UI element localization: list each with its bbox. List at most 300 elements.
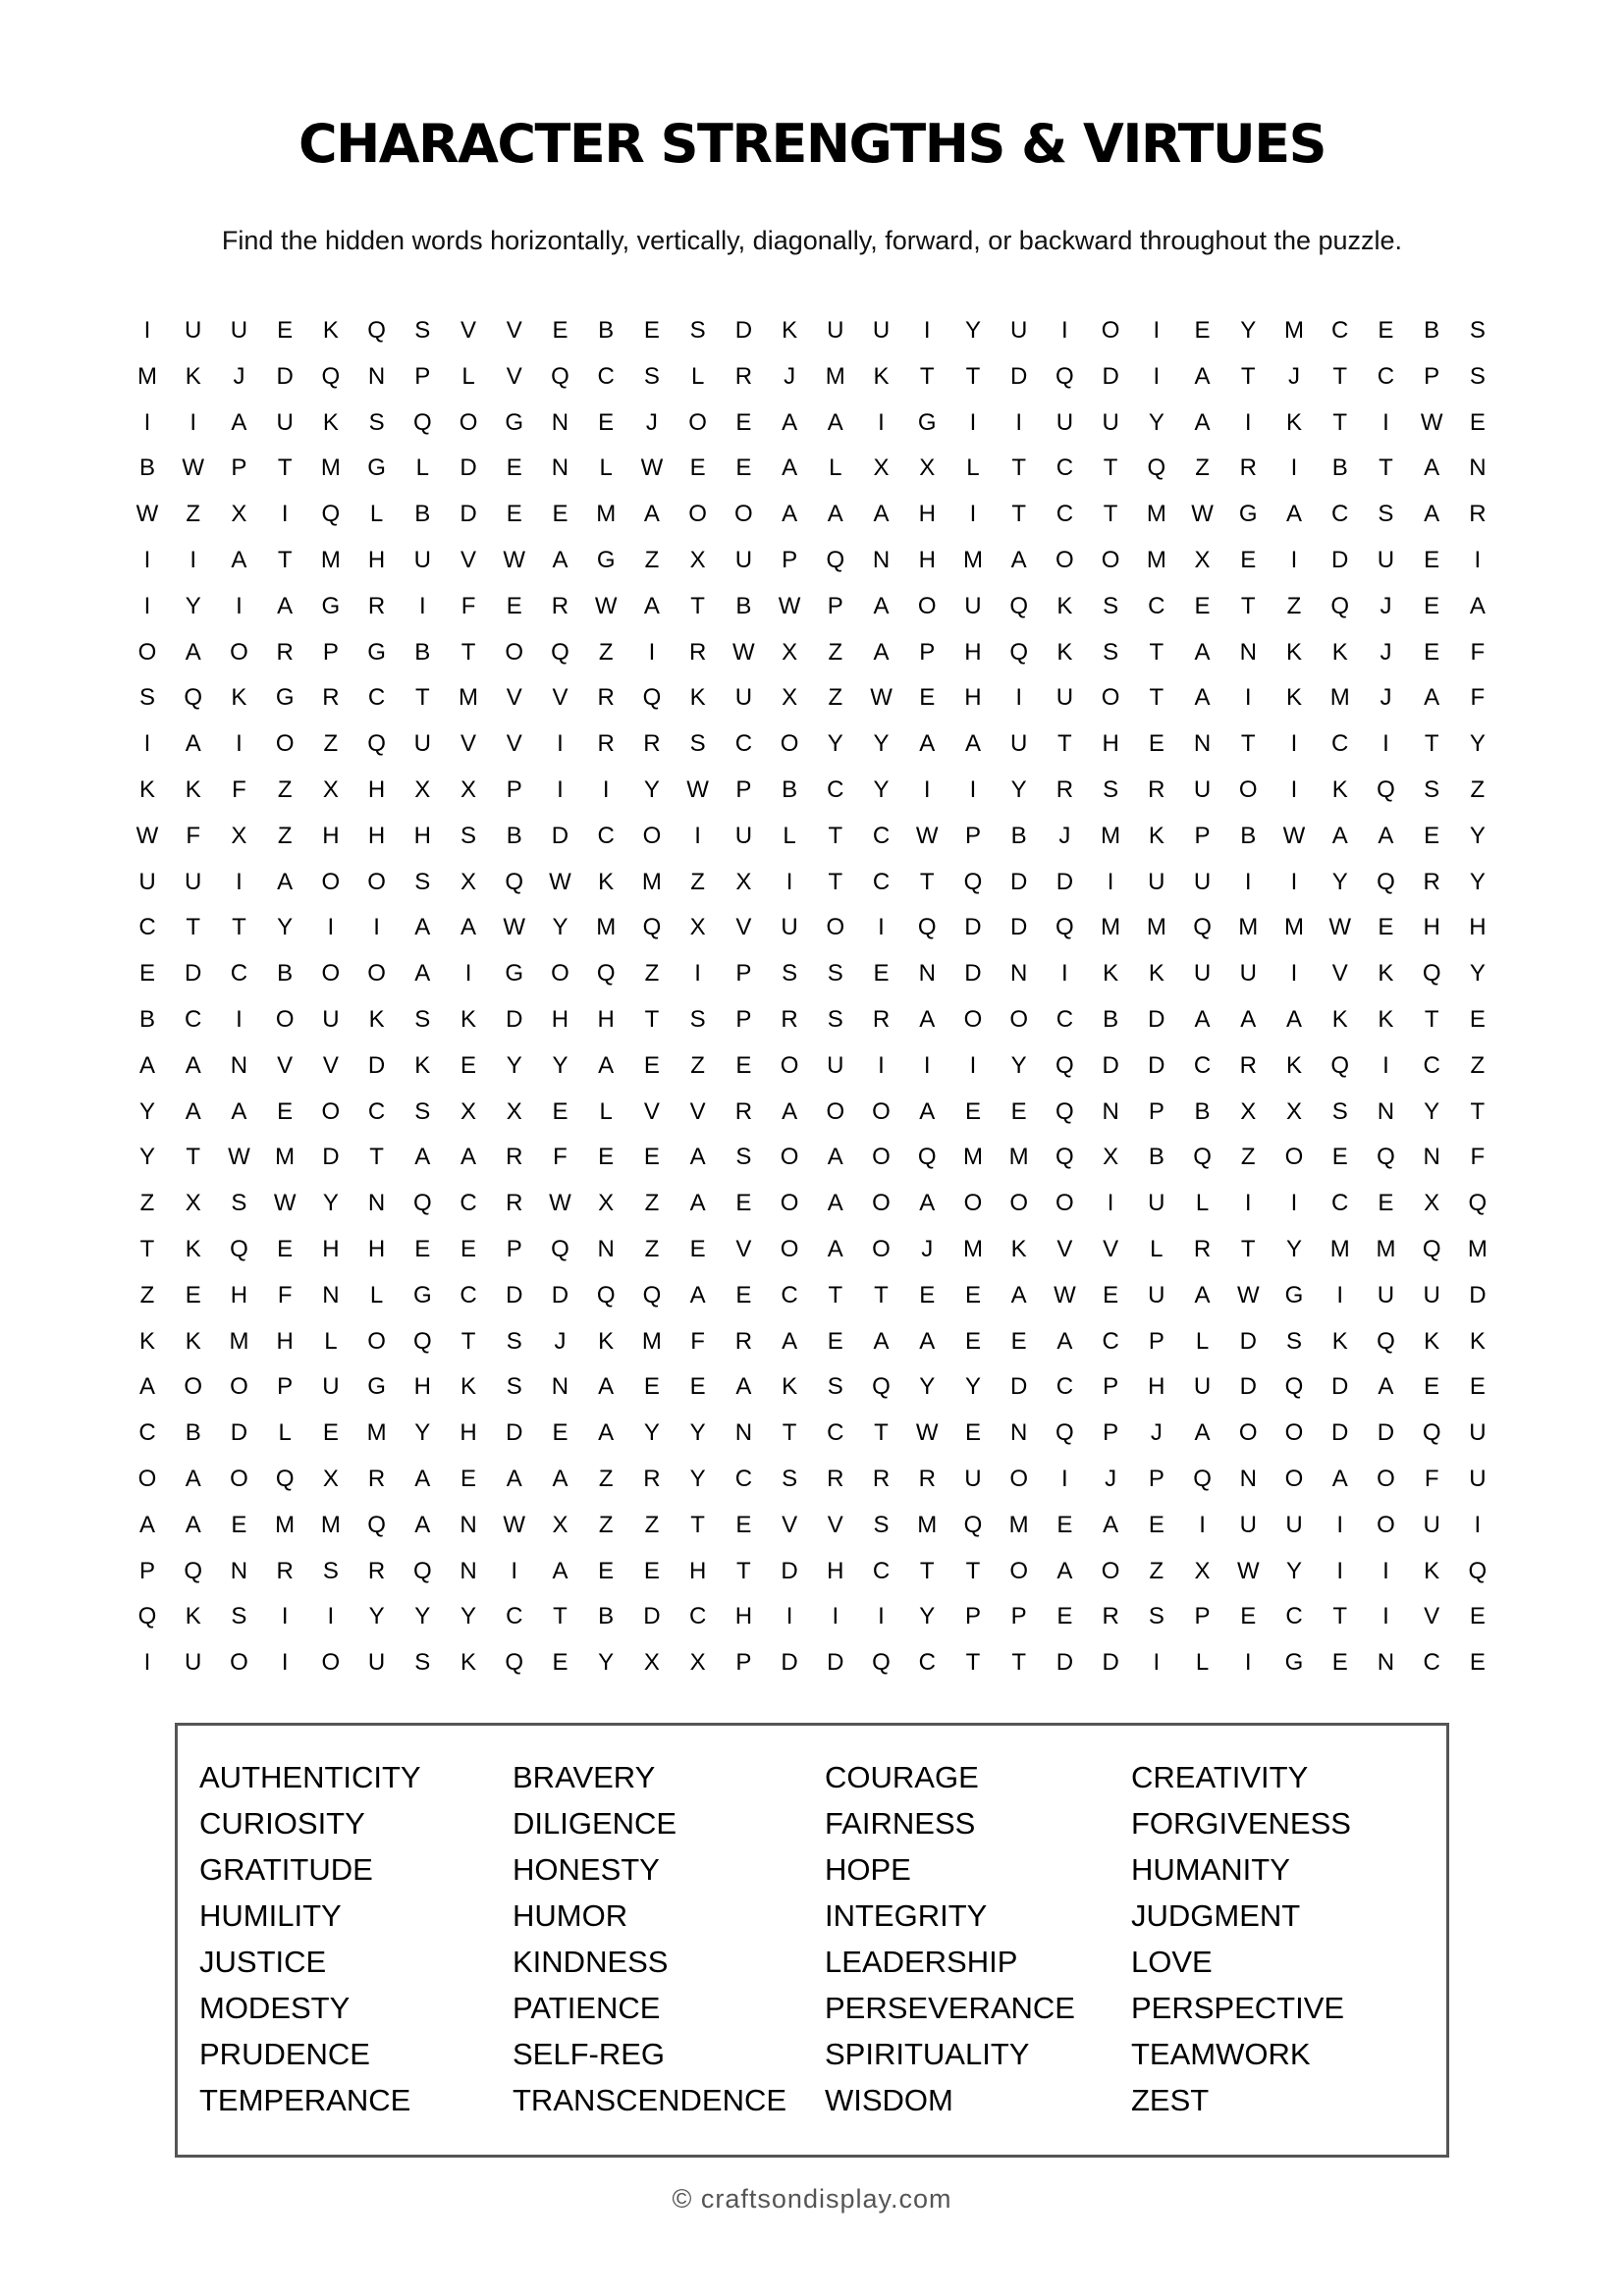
grid-letter[interactable]: L (1150, 1236, 1164, 1262)
grid-letter[interactable]: H (230, 1281, 248, 1308)
grid-letter[interactable]: C (138, 1419, 156, 1447)
grid-letter[interactable]: E (1424, 638, 1440, 666)
grid-letter[interactable]: O (872, 1144, 891, 1171)
grid-letter[interactable]: Z (690, 868, 705, 895)
grid-letter[interactable]: C (1331, 317, 1349, 344)
grid-letter[interactable]: A (138, 1373, 155, 1401)
grid-letter[interactable]: P (782, 547, 798, 573)
grid-letter[interactable]: Q (1330, 592, 1350, 619)
grid-letter[interactable]: V (643, 1097, 660, 1125)
grid-letter[interactable]: H (413, 1373, 431, 1401)
grid-letter[interactable]: L (690, 362, 705, 390)
grid-letter[interactable]: O (826, 1097, 845, 1125)
grid-letter[interactable]: W (1420, 408, 1443, 436)
grid-letter[interactable]: S (1469, 362, 1486, 390)
grid-letter[interactable]: V (1103, 1236, 1119, 1262)
grid-letter[interactable]: P (1148, 1097, 1164, 1125)
grid-letter[interactable]: S (1424, 776, 1440, 803)
grid-letter[interactable]: X (1194, 1557, 1211, 1584)
grid-letter[interactable]: F (1470, 684, 1486, 712)
grid-letter[interactable]: E (964, 1097, 981, 1125)
grid-letter[interactable]: Q (321, 501, 341, 528)
grid-letter[interactable]: N (551, 1373, 569, 1401)
grid-letter[interactable]: Q (1193, 914, 1212, 941)
grid-letter[interactable]: P (506, 1236, 522, 1262)
grid-letter[interactable]: I (327, 1603, 335, 1630)
grid-letter[interactable]: E (552, 317, 568, 344)
grid-letter[interactable]: I (1199, 1511, 1206, 1538)
grid-letter[interactable]: A (1056, 1557, 1073, 1584)
grid-letter[interactable]: G (412, 1281, 432, 1308)
grid-letter[interactable]: Y (689, 1466, 706, 1492)
grid-letter[interactable]: Y (138, 1144, 155, 1171)
grid-letter[interactable]: Q (1147, 454, 1166, 482)
grid-letter[interactable]: L (599, 454, 613, 482)
grid-letter[interactable]: T (460, 1327, 476, 1355)
grid-letter[interactable]: B (735, 592, 752, 619)
grid-letter[interactable]: B (506, 822, 522, 849)
grid-letter[interactable]: P (1194, 822, 1211, 849)
grid-letter[interactable]: J (784, 362, 796, 390)
grid-letter[interactable]: J (1380, 592, 1392, 619)
grid-letter[interactable]: E (277, 317, 294, 344)
grid-letter[interactable]: Y (1469, 822, 1486, 849)
grid-letter[interactable]: I (1336, 1281, 1344, 1308)
grid-letter[interactable]: E (735, 454, 752, 482)
grid-letter[interactable]: D (1010, 1373, 1028, 1401)
grid-letter[interactable]: M (459, 684, 479, 712)
grid-letter[interactable]: O (780, 730, 799, 758)
grid-letter[interactable]: C (1423, 1051, 1440, 1079)
grid-letter[interactable]: Q (412, 1327, 432, 1355)
grid-letter[interactable]: W (273, 1190, 297, 1217)
grid-letter[interactable]: K (1056, 638, 1073, 666)
grid-letter[interactable]: H (688, 1557, 707, 1584)
grid-letter[interactable]: Y (1010, 776, 1027, 803)
grid-letter[interactable]: T (965, 362, 981, 390)
grid-letter[interactable]: J (233, 362, 245, 390)
grid-letter[interactable]: A (185, 1097, 201, 1125)
grid-letter[interactable]: O (1101, 684, 1120, 712)
grid-letter[interactable]: Z (828, 684, 843, 712)
grid-letter[interactable]: M (962, 547, 983, 573)
grid-letter[interactable]: X (919, 454, 936, 482)
grid-letter[interactable]: E (552, 1097, 568, 1125)
grid-letter[interactable]: S (689, 317, 706, 344)
grid-letter[interactable]: R (688, 638, 707, 666)
grid-letter[interactable]: E (735, 1190, 752, 1217)
grid-letter[interactable]: Y (689, 1419, 706, 1447)
grid-letter[interactable]: K (1331, 1006, 1348, 1033)
grid-letter[interactable]: W (1236, 1557, 1260, 1584)
grid-letter[interactable]: L (415, 454, 429, 482)
grid-letter[interactable]: H (827, 1557, 844, 1584)
grid-letter[interactable]: Q (963, 1511, 983, 1538)
grid-letter[interactable]: I (1244, 408, 1252, 436)
grid-letter[interactable]: Z (598, 1466, 614, 1492)
grid-letter[interactable]: R (643, 730, 661, 758)
grid-letter[interactable]: E (735, 1281, 752, 1308)
grid-letter[interactable]: I (785, 868, 793, 895)
grid-letter[interactable]: T (277, 454, 293, 482)
grid-letter[interactable]: H (413, 822, 431, 849)
grid-letter[interactable]: U (185, 317, 202, 344)
grid-letter[interactable]: T (186, 1144, 201, 1171)
grid-letter[interactable]: M (1008, 1511, 1029, 1538)
grid-letter[interactable]: P (827, 592, 843, 619)
grid-letter[interactable]: T (369, 1144, 384, 1171)
grid-letter[interactable]: X (598, 1190, 615, 1217)
grid-letter[interactable]: W (135, 501, 159, 528)
grid-letter[interactable]: I (969, 408, 977, 436)
grid-letter[interactable]: D (506, 1006, 523, 1033)
grid-letter[interactable]: R (1239, 1051, 1257, 1079)
grid-letter[interactable]: Z (644, 1190, 660, 1217)
grid-letter[interactable]: E (919, 1281, 936, 1308)
grid-letter[interactable]: M (229, 1327, 249, 1355)
grid-letter[interactable]: E (1194, 317, 1211, 344)
grid-letter[interactable]: N (918, 960, 936, 988)
grid-letter[interactable]: A (1194, 1419, 1211, 1447)
grid-letter[interactable]: N (460, 1557, 477, 1584)
grid-letter[interactable]: I (143, 317, 151, 344)
grid-letter[interactable]: S (1103, 776, 1119, 803)
grid-letter[interactable]: C (734, 1466, 753, 1492)
grid-letter[interactable]: S (1103, 638, 1119, 666)
grid-letter[interactable]: O (780, 1051, 799, 1079)
grid-letter[interactable]: M (1376, 1236, 1396, 1262)
grid-letter[interactable]: Y (1424, 1097, 1440, 1125)
grid-letter[interactable]: Z (139, 1281, 155, 1308)
grid-letter[interactable]: H (1102, 730, 1119, 758)
grid-letter[interactable]: E (1469, 1649, 1486, 1677)
grid-letter[interactable]: C (872, 1557, 891, 1584)
grid-letter[interactable]: X (460, 868, 477, 895)
grid-letter[interactable]: I (1290, 454, 1298, 482)
grid-letter[interactable]: I (694, 822, 701, 849)
grid-letter[interactable]: O (1009, 1557, 1028, 1584)
grid-letter[interactable]: A (1194, 408, 1211, 436)
grid-letter[interactable]: Z (828, 638, 843, 666)
grid-letter[interactable]: Q (230, 1236, 248, 1262)
grid-letter[interactable]: M (596, 501, 617, 528)
grid-letter[interactable]: Q (917, 1144, 937, 1171)
grid-letter[interactable]: S (414, 317, 431, 344)
grid-letter[interactable]: E (964, 1327, 981, 1355)
grid-letter[interactable]: Q (1056, 914, 1074, 941)
grid-letter[interactable]: U (1010, 317, 1028, 344)
grid-letter[interactable]: D (1239, 1373, 1257, 1401)
grid-letter[interactable]: B (138, 1006, 155, 1033)
grid-letter[interactable]: X (231, 822, 247, 849)
grid-letter[interactable]: E (1010, 1097, 1027, 1125)
grid-letter[interactable]: O (872, 1236, 891, 1262)
grid-letter[interactable]: D (1056, 868, 1074, 895)
grid-letter[interactable]: N (322, 1281, 340, 1308)
grid-letter[interactable]: E (1469, 1373, 1486, 1401)
grid-letter[interactable]: C (1285, 1603, 1303, 1630)
grid-letter[interactable]: U (322, 1006, 340, 1033)
grid-letter[interactable]: J (645, 408, 658, 436)
grid-letter[interactable]: I (281, 501, 289, 528)
grid-letter[interactable]: H (367, 822, 386, 849)
grid-letter[interactable]: Q (505, 1649, 524, 1677)
grid-letter[interactable]: R (276, 638, 294, 666)
grid-letter[interactable]: V (735, 914, 752, 941)
grid-letter[interactable]: S (1148, 1603, 1164, 1630)
grid-letter[interactable]: T (232, 914, 246, 941)
grid-letter[interactable]: U (1010, 730, 1028, 758)
grid-letter[interactable]: W (549, 868, 571, 895)
grid-letter[interactable]: I (418, 592, 426, 619)
grid-letter[interactable]: I (1153, 1649, 1161, 1677)
grid-letter[interactable]: A (1331, 1466, 1348, 1492)
grid-letter[interactable]: Y (598, 1649, 615, 1677)
grid-letter[interactable]: P (1103, 1373, 1119, 1401)
grid-letter[interactable]: I (1290, 960, 1298, 988)
grid-letter[interactable]: U (322, 1373, 340, 1401)
grid-letter[interactable]: P (735, 1649, 752, 1677)
grid-letter[interactable]: I (236, 592, 243, 619)
grid-letter[interactable]: O (367, 960, 386, 988)
grid-letter[interactable]: C (367, 684, 386, 712)
grid-letter[interactable]: T (1240, 592, 1256, 619)
grid-letter[interactable]: Z (644, 547, 660, 573)
grid-letter[interactable]: E (643, 1051, 660, 1079)
grid-letter[interactable]: A (735, 1373, 752, 1401)
grid-letter[interactable]: B (277, 960, 294, 988)
grid-letter[interactable]: I (1153, 362, 1161, 390)
grid-letter[interactable]: I (373, 914, 380, 941)
grid-letter[interactable]: V (460, 317, 477, 344)
grid-letter[interactable]: I (969, 501, 977, 528)
grid-letter[interactable]: Q (1284, 1373, 1304, 1401)
grid-letter[interactable]: C (1193, 1051, 1212, 1079)
grid-letter[interactable]: I (1290, 547, 1298, 573)
grid-letter[interactable]: A (552, 547, 568, 573)
grid-letter[interactable]: K (185, 1327, 201, 1355)
grid-letter[interactable]: K (1424, 1557, 1440, 1584)
grid-letter[interactable]: U (827, 317, 844, 344)
grid-letter[interactable]: I (1336, 1557, 1344, 1584)
grid-letter[interactable]: I (143, 592, 151, 619)
grid-letter[interactable]: S (414, 1006, 431, 1033)
grid-letter[interactable]: C (1148, 592, 1165, 619)
grid-letter[interactable]: A (782, 1097, 798, 1125)
grid-letter[interactable]: T (1240, 362, 1256, 390)
grid-letter[interactable]: Z (1286, 592, 1302, 619)
grid-letter[interactable]: M (1467, 1236, 1488, 1262)
grid-letter[interactable]: P (138, 1557, 155, 1584)
grid-letter[interactable]: W (915, 822, 939, 849)
grid-letter[interactable]: O (826, 914, 845, 941)
grid-letter[interactable]: Y (552, 914, 568, 941)
grid-letter[interactable]: W (778, 592, 801, 619)
grid-letter[interactable]: S (643, 362, 660, 390)
grid-letter[interactable]: R (1239, 454, 1257, 482)
grid-letter[interactable]: F (232, 776, 246, 803)
grid-letter[interactable]: O (137, 638, 157, 666)
grid-letter[interactable]: D (964, 914, 982, 941)
grid-letter[interactable]: R (827, 1466, 844, 1492)
grid-letter[interactable]: A (414, 1144, 431, 1171)
grid-letter[interactable]: B (414, 638, 431, 666)
grid-letter[interactable]: M (1329, 684, 1350, 712)
grid-letter[interactable]: A (873, 501, 890, 528)
grid-letter[interactable]: X (782, 638, 798, 666)
grid-letter[interactable]: L (324, 1327, 338, 1355)
grid-letter[interactable]: E (460, 1466, 477, 1492)
grid-letter[interactable]: W (686, 776, 709, 803)
grid-letter[interactable]: P (1148, 1327, 1164, 1355)
grid-letter[interactable]: W (915, 1419, 939, 1447)
grid-letter[interactable]: S (827, 1373, 843, 1401)
grid-letter[interactable]: C (1056, 1373, 1074, 1401)
grid-letter[interactable]: O (321, 960, 341, 988)
grid-letter[interactable]: D (964, 960, 982, 988)
grid-letter[interactable]: A (782, 408, 798, 436)
grid-letter[interactable]: C (460, 1281, 477, 1308)
grid-letter[interactable]: Q (596, 1281, 616, 1308)
grid-letter[interactable]: X (322, 776, 339, 803)
grid-letter[interactable]: G (917, 408, 937, 436)
grid-letter[interactable]: A (185, 730, 201, 758)
grid-letter[interactable]: E (1424, 592, 1440, 619)
grid-letter[interactable]: T (277, 547, 293, 573)
grid-letter[interactable]: G (367, 454, 386, 482)
grid-letter[interactable]: D (1010, 914, 1028, 941)
grid-letter[interactable]: A (1424, 684, 1440, 712)
grid-letter[interactable]: Z (644, 1511, 660, 1538)
grid-letter[interactable]: O (505, 638, 524, 666)
grid-letter[interactable]: S (322, 1557, 339, 1584)
grid-letter[interactable]: G (1284, 1281, 1304, 1308)
grid-letter[interactable]: A (827, 1236, 843, 1262)
grid-letter[interactable]: T (690, 592, 705, 619)
grid-letter[interactable]: A (414, 960, 431, 988)
grid-letter[interactable]: U (367, 1649, 386, 1677)
grid-letter[interactable]: K (782, 317, 798, 344)
grid-letter[interactable]: U (1056, 684, 1074, 712)
grid-letter[interactable]: T (1332, 362, 1348, 390)
grid-letter[interactable]: Y (552, 1051, 568, 1079)
grid-letter[interactable]: I (281, 1603, 289, 1630)
grid-letter[interactable]: A (1194, 684, 1211, 712)
grid-letter[interactable]: U (413, 547, 431, 573)
grid-letter[interactable]: N (1193, 730, 1212, 758)
grid-letter[interactable]: A (231, 1097, 247, 1125)
grid-letter[interactable]: R (322, 684, 340, 712)
grid-letter[interactable]: L (369, 501, 384, 528)
grid-letter[interactable]: H (322, 1236, 340, 1262)
grid-letter[interactable]: M (320, 547, 341, 573)
grid-letter[interactable]: P (735, 960, 752, 988)
grid-letter[interactable]: R (1148, 776, 1165, 803)
grid-letter[interactable]: S (414, 1649, 431, 1677)
grid-letter[interactable]: Y (643, 1419, 660, 1447)
grid-letter[interactable]: I (236, 868, 243, 895)
grid-letter[interactable]: Q (367, 317, 386, 344)
grid-letter[interactable]: A (1469, 592, 1486, 619)
grid-letter[interactable]: C (1056, 501, 1074, 528)
grid-letter[interactable]: A (185, 638, 201, 666)
grid-letter[interactable]: V (1424, 1603, 1440, 1630)
grid-letter[interactable]: Q (1422, 1236, 1441, 1262)
grid-letter[interactable]: U (734, 822, 753, 849)
grid-letter[interactable]: I (1474, 547, 1482, 573)
grid-letter[interactable]: B (185, 1419, 201, 1447)
grid-letter[interactable]: D (276, 362, 294, 390)
grid-letter[interactable]: H (1423, 914, 1440, 941)
grid-letter[interactable]: I (1290, 1190, 1298, 1217)
grid-letter[interactable]: I (143, 547, 151, 573)
grid-letter[interactable]: U (964, 592, 982, 619)
grid-letter[interactable]: A (689, 1144, 706, 1171)
grid-letter[interactable]: J (1105, 1466, 1117, 1492)
grid-letter[interactable]: Y (368, 1603, 385, 1630)
grid-letter[interactable]: H (734, 1603, 753, 1630)
grid-letter[interactable]: T (828, 868, 843, 895)
grid-letter[interactable]: T (828, 822, 843, 849)
grid-letter[interactable]: D (322, 1144, 340, 1171)
grid-letter[interactable]: R (506, 1144, 523, 1171)
grid-letter[interactable]: M (1284, 914, 1304, 941)
grid-letter[interactable]: G (367, 1373, 386, 1401)
grid-letter[interactable]: E (1331, 1649, 1348, 1677)
grid-letter[interactable]: E (322, 1419, 339, 1447)
grid-letter[interactable]: I (1290, 776, 1298, 803)
grid-letter[interactable]: E (598, 1144, 615, 1171)
grid-letter[interactable]: N (597, 1236, 615, 1262)
grid-letter[interactable]: A (782, 454, 798, 482)
grid-letter[interactable]: L (278, 1419, 292, 1447)
grid-letter[interactable]: O (1101, 317, 1120, 344)
grid-letter[interactable]: O (917, 592, 937, 619)
grid-letter[interactable]: S (414, 1097, 431, 1125)
grid-letter[interactable]: Y (460, 1603, 477, 1630)
grid-letter[interactable]: M (917, 1511, 938, 1538)
grid-letter[interactable]: C (1102, 1327, 1119, 1355)
grid-letter[interactable]: I (1382, 1557, 1389, 1584)
grid-letter[interactable]: A (1424, 501, 1440, 528)
grid-letter[interactable]: O (780, 1190, 799, 1217)
grid-letter[interactable]: K (185, 1603, 201, 1630)
grid-letter[interactable]: I (1382, 408, 1389, 436)
grid-letter[interactable]: A (827, 408, 843, 436)
grid-letter[interactable]: U (1148, 1281, 1165, 1308)
grid-letter[interactable]: Z (690, 1051, 705, 1079)
grid-letter[interactable]: I (1382, 1603, 1389, 1630)
grid-letter[interactable]: Y (873, 730, 890, 758)
grid-letter[interactable]: A (231, 547, 247, 573)
grid-letter[interactable]: H (964, 684, 982, 712)
grid-letter[interactable]: K (322, 317, 339, 344)
grid-letter[interactable]: Y (1010, 1051, 1027, 1079)
grid-letter[interactable]: E (277, 1097, 294, 1125)
grid-letter[interactable]: K (1331, 1327, 1348, 1355)
grid-letter[interactable]: C (781, 1281, 798, 1308)
grid-letter[interactable]: S (1331, 1097, 1348, 1125)
grid-letter[interactable]: S (460, 822, 477, 849)
grid-letter[interactable]: E (231, 1511, 247, 1538)
grid-letter[interactable]: S (1469, 317, 1486, 344)
grid-letter[interactable]: M (596, 914, 617, 941)
grid-letter[interactable]: A (1194, 1006, 1211, 1033)
grid-letter[interactable]: M (1008, 1144, 1029, 1171)
grid-letter[interactable]: Q (1056, 1144, 1074, 1171)
grid-letter[interactable]: A (827, 501, 843, 528)
grid-letter[interactable]: D (1102, 362, 1119, 390)
